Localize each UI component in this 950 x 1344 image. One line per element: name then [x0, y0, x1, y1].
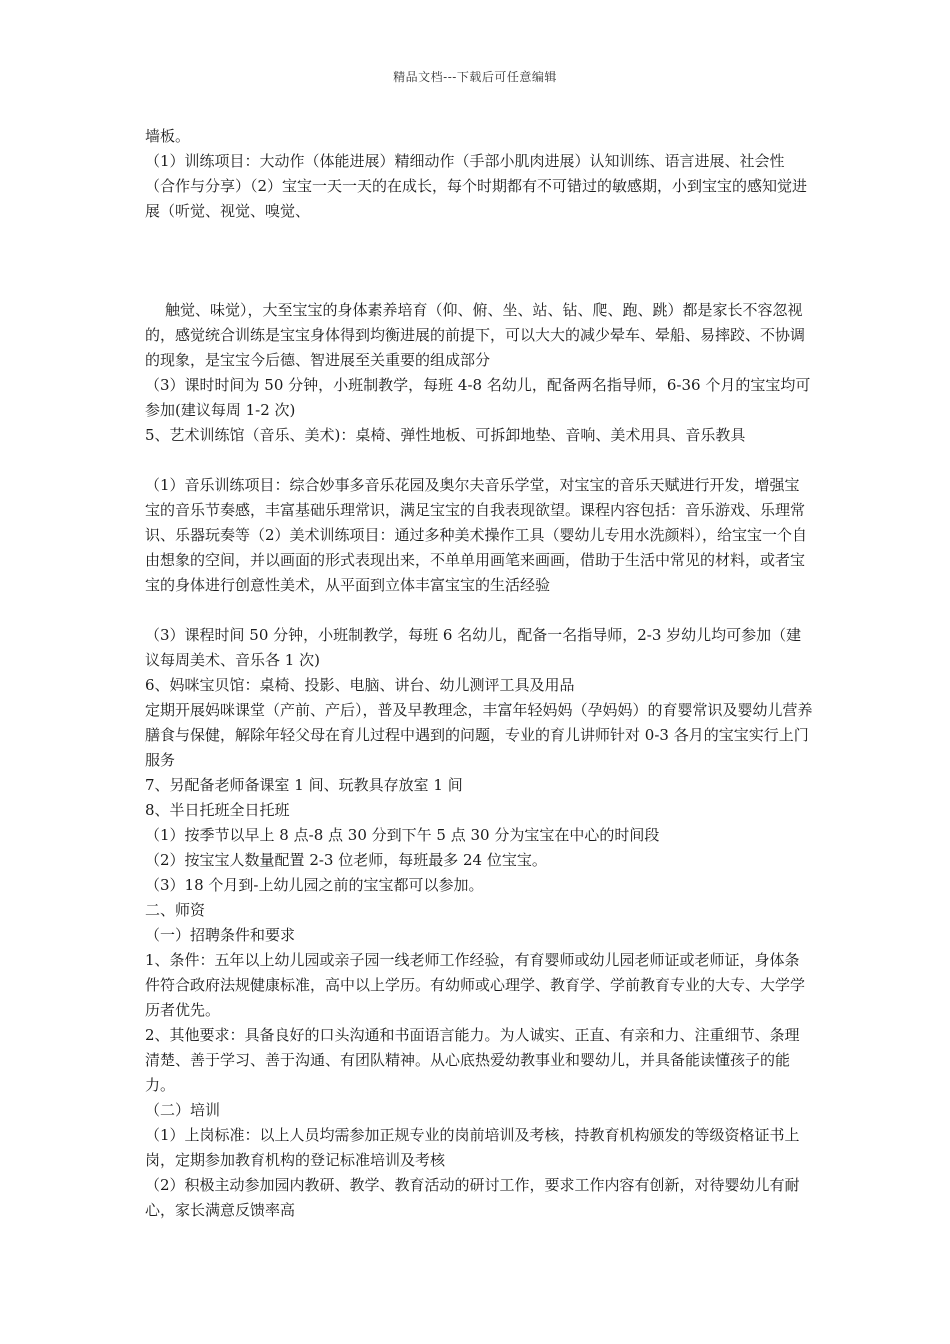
- paragraph: （3）课时时间为 50 分钟，小班制教学，每班 4-8 名幼儿，配备两名指导师，6-36 个月的宝宝均可参加(建议每周 1-2 次): [145, 376, 811, 419]
- paragraph: （1）按季节以早上 8 点-8 点 30 分到下午 5 点 30 分为宝宝在中心的时间段: [145, 826, 660, 844]
- paragraph: （2）积极主动参加园内教研、教学、教育活动的研讨工作，要求工作内容有创新，对待婴幼儿有耐心，家长满意反馈率高: [145, 1176, 800, 1219]
- paragraph: 8、半日托班全日托班: [145, 801, 290, 819]
- paragraph: 墙板。: [145, 127, 191, 145]
- paragraph: 5、艺术训练馆（音乐、美术)：桌椅、弹性地板、可拆卸地垫、音响、美术用具、音乐教具: [145, 426, 746, 444]
- paragraph: 7、另配备老师备课室 1 间、玩教具存放室 1 间: [145, 776, 463, 794]
- paragraph: 2、其他要求：具备良好的口头沟通和书面语言能力。为人诚实、正直、有亲和力、注重细节、条理清楚、善于学习、善于沟通、有团队精神。从心底热爱幼教事业和婴幼儿，并具备能读懂孩子的能力。: [145, 1026, 800, 1094]
- paragraph: 定期开展妈咪课堂（产前、产后），普及早教理念，丰富年轻妈妈（孕妈妈）的育婴常识及婴幼儿营养膳食与保健，解除年轻父母在育儿过程中遇到的问题，专业的育儿讲师针对 0-3 各月的宝宝实行上门服务: [145, 701, 813, 769]
- paragraph: 1、条件：五年以上幼儿园或亲子园一线老师工作经验，有育婴师或幼儿园老师证或老师证，身体条件符合政府法规健康标准，高中以上学历。有幼师或心理学、教育学、学前教育专业的大专、大学学历者优先。: [145, 951, 806, 1019]
- paragraph: （1）音乐训练项目：综合妙事多音乐花园及奥尔夫音乐学堂，对宝宝的音乐天赋进行开发，增强宝宝的音乐节奏感，丰富基础乐理常识，满足宝宝的自我表现欲望。课程内容包括：音乐游戏、乐理常识、乐器玩奏等（2）美术训练项目：通过多种美术操作工具（婴幼儿专用水洗颜料），给宝宝一个自由想象的空间，并以画面的形式表现出来，不单单用画笔来画画，借助于生活中常见的材料，或者宝宝的身体进行创意性美术，从平面到立体丰富宝宝的生活经验: [145, 476, 808, 594]
- page-header: 精品文档---下载后可任意编辑: [393, 70, 557, 84]
- paragraph: （2）按宝宝人数量配置 2-3 位老师，每班最多 24 位宝宝。: [145, 851, 547, 869]
- paragraph: （1）训练项目：大动作（体能进展）精细动作（手部小肌肉进展）认知训练、语言进展、社会性（合作与分享）（2）宝宝一天一天的在成长，每个时期都有不可错过的敏感期，小到宝宝的感知觉进展（听觉、视觉、嗅觉、: [145, 152, 808, 220]
- paragraph: （1）上岗标准：以上人员均需参加正规专业的岗前培训及考核，持教育机构颁发的等级资格证书上岗，定期参加教育机构的登记标准培训及考核: [145, 1126, 800, 1169]
- subsection-heading: （二）培训: [145, 1101, 221, 1119]
- paragraph: 6、妈咪宝贝馆：桌椅、投影、电脑、讲台、幼儿测评工具及用品: [145, 676, 575, 694]
- paragraph: （3）18 个月到-上幼儿园之前的宝宝都可以参加。: [145, 876, 484, 894]
- subsection-heading: （一）招聘条件和要求: [145, 926, 296, 944]
- paragraph: 触觉、味觉），大至宝宝的身体素养培育（仰、俯、坐、站、钻、爬、跑、跳）都是家长不容忽视的，感觉统合训练是宝宝身体得到均衡进展的前提下，可以大大的减少晕车、晕船、易摔跤、不协调的现象，是宝宝今后德、智进展至关重要的组成部分: [145, 301, 806, 369]
- section-heading: 二、师资: [145, 901, 206, 919]
- paragraph: （3）课程时间 50 分钟，小班制教学，每班 6 名幼儿，配备一名指导师，2-3 岁幼儿均可参加（建议每周美术、音乐各 1 次): [145, 626, 802, 669]
